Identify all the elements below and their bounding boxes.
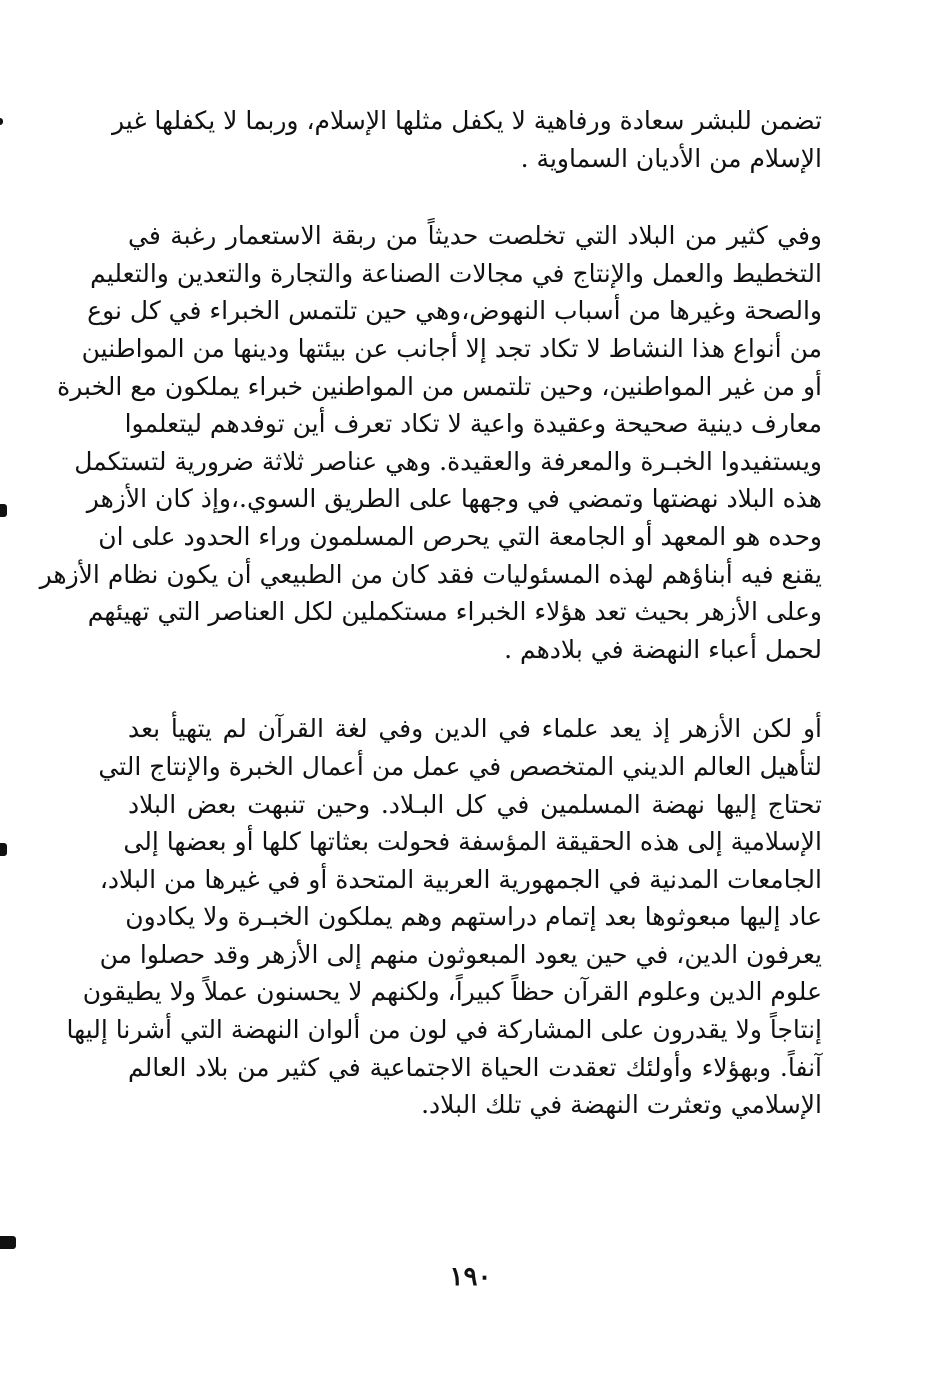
text-line: وحده هو المعهد أو الجامعة التي يحرص المسلمون وراء الحدود على ان [98,521,822,551]
text-line: آنفاً. وبهؤلاء وأولئك تعقدت الحياة الاجتماعية في كثير من بلاد العالم [128,1052,822,1082]
text-line: ويستفيدوا الخبـرة والمعرفة والعقيدة. وهي عناصر ثلاثة ضرورية لتستكمل [74,446,822,476]
text-line: الجامعات المدنية في الجمهورية العربية المتحدة أو في غيرها من البلاد، [99,864,822,894]
paragraph-2 [39,217,822,668]
page-number: ١٩٠ [449,1262,492,1292]
scan-artifact [0,504,7,517]
text-line: أو لكن الأزهر إذ يعد علماء في الدين وفي لغة القرآن لم يتهيأ بعد [128,714,822,744]
text-line: تضمن للبشر سعادة ورفاهية لا يكفل مثلها الإسلام، وربما لا يكفلها غير [111,106,822,135]
scan-artifact [0,843,7,856]
scan-artifact [0,1236,16,1249]
text-line: وعلى الأزهر بحيث تعد هؤلاء الخبراء مستكملين لكل العناصر التي تهيئهم [87,597,822,627]
text-line: تحتاج إليها نهضة المسلمين في كل البـلاد. وحين تنبهت بعض البلاد [128,789,822,819]
text-line: يعرفون الدين، في حين يعود المبعوثون منهم إلى الأزهر وقد حصلوا من [99,939,822,969]
text-line: وفي كثير من البلاد التي تخلصت حديثاً من ربقة الاستعمار رغبة في [128,221,822,251]
text-line: علوم الدين وعلوم القرآن حظاً كبيراً، ولكنهم لا يحسنون عملاً ولا يطيقون [82,977,822,1007]
page-body [39,102,822,1124]
text-line: لحمل أعباء النهضة في بلادهم . [504,634,822,664]
paragraph-3 [66,710,822,1124]
text-line: هذه البلاد نهضتها وتمضي في وجهها على الطريق السوي.،وإذ كان الأزهر [86,484,822,514]
text-line: لتأهيل العالم الديني المتخصص في عمل من أعمال الخبرة والإنتاج التي [98,751,822,781]
text-line: التخطيط والعمل والإنتاج في مجالات الصناعة والتجارة والتعدين والتعليم [90,258,822,288]
scan-artifact [0,118,3,125]
text-line: يقنع فيه أبناؤهم لهذه المسئوليات فقد كان من الطبيعي أن يكون نظام الأزهر [39,559,822,589]
text-line: إنتاجاً ولا يقدرون على المشاركة في لون من ألوان النهضة التي أشرنا إليها [66,1015,822,1045]
paragraph-1 [111,102,822,177]
text-line: عاد إليها مبعوثوها بعد إتمام دراستهم وهم يملكون الخبـرة ولا يكادون [125,902,822,932]
text-line: من أنواع هذا النشاط لا تكاد تجد إلا أجانب عن بيئتها ودينها من المواطنين [81,333,822,363]
text-line: الإسلامية إلى هذه الحقيقة المؤسفة فحولت بعثاتها كلها أو بعضها إلى [123,827,822,857]
text-line: الإسلام من الأديان السماوية . [520,143,822,173]
text-line: أو من غير المواطنين، وحين تلتمس من المواطنين خبراء يملكون مع الخبرة [57,371,822,401]
text-line: معارف دينية صحيحة وعقيدة واعية لا تكاد تعرف أين توفدهم ليتعلموا [124,409,822,439]
text-line: الإسلامي وتعثرت النهضة في تلك البلاد. [421,1090,822,1120]
text-line: والصحة وغيرها من أسباب النهوض،وهي حين تلتمس الخبراء في كل نوع [87,296,822,326]
